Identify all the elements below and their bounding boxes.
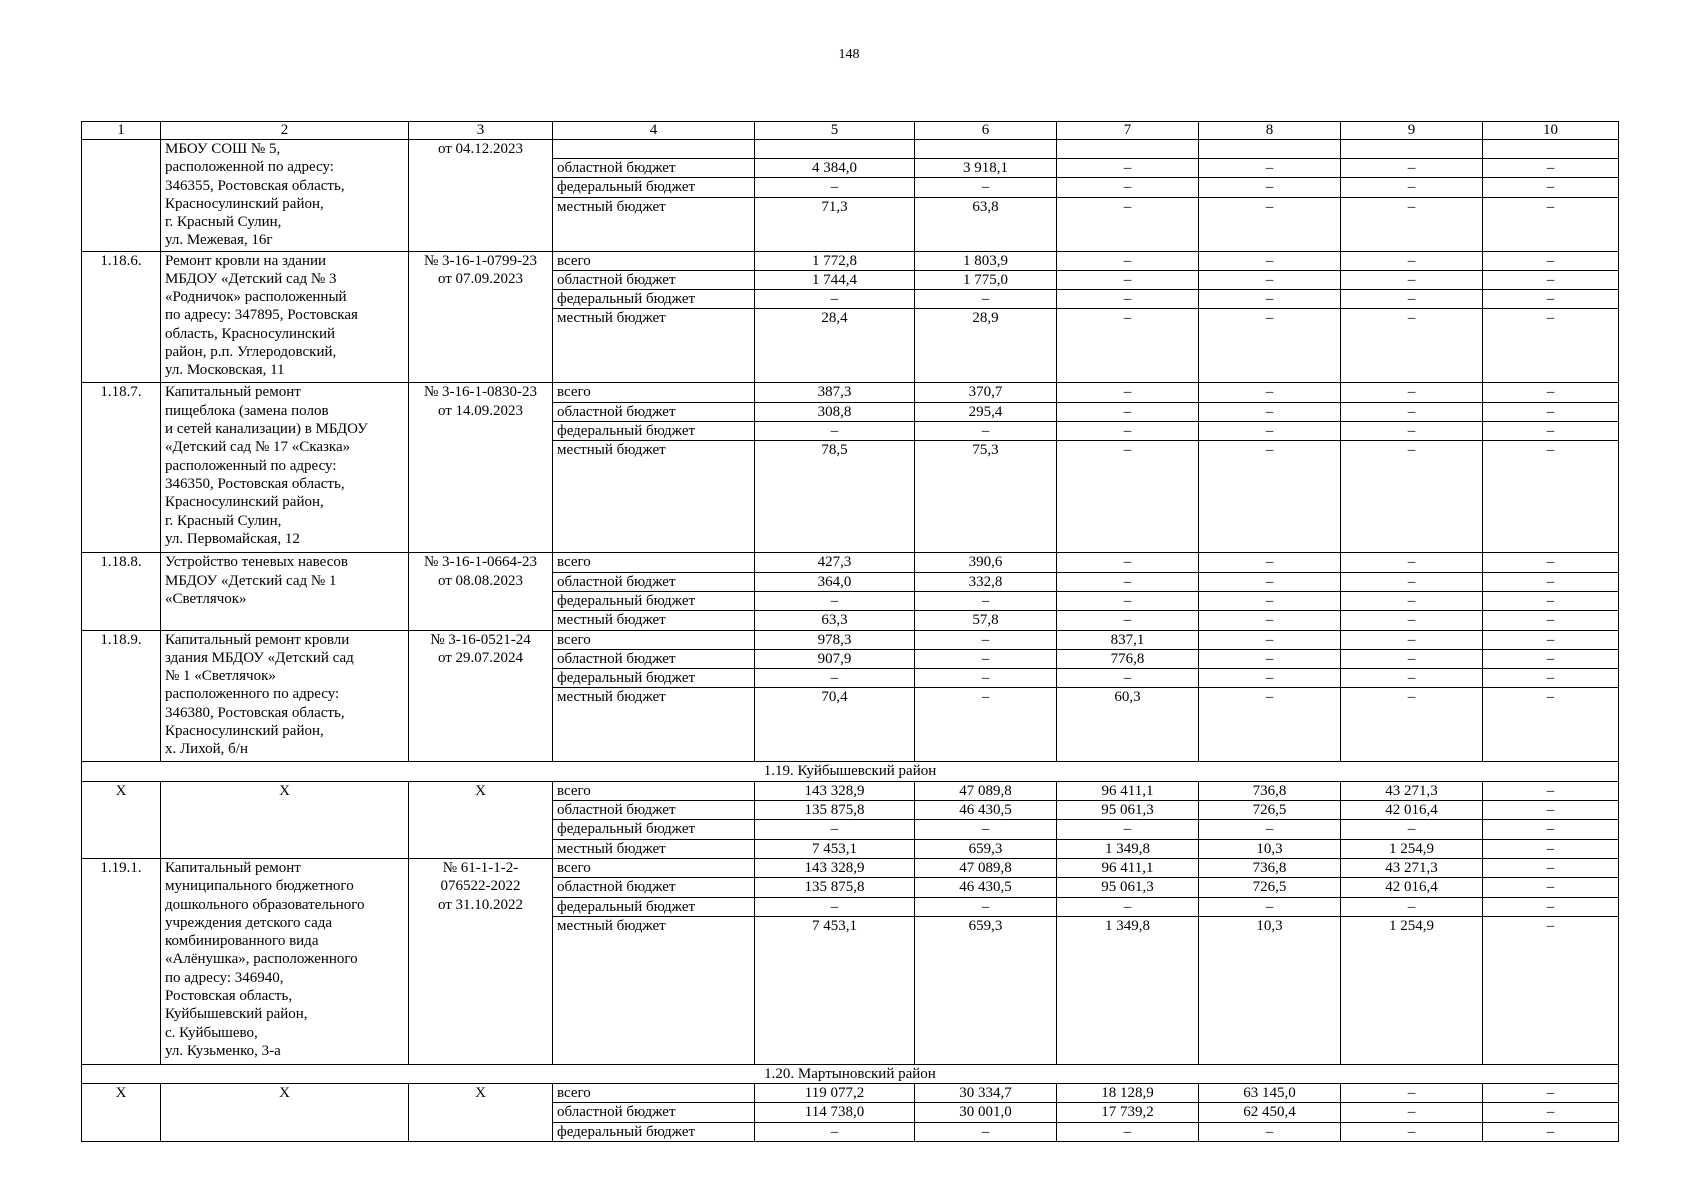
amount-cell: – (1199, 422, 1341, 441)
item-document: № 3-16-1-0830-23 от 14.09.2023 (409, 383, 553, 553)
amount-cell: – (1341, 422, 1483, 441)
funding-source: федеральный бюджет (553, 422, 755, 441)
funding-source: местный бюджет (553, 916, 755, 1064)
amount-cell: 17 739,2 (1057, 1103, 1199, 1122)
amount-cell: 96 411,1 (1057, 858, 1199, 877)
amount-cell: – (1057, 611, 1199, 630)
amount-cell: – (1341, 591, 1483, 610)
funding-source: местный бюджет (553, 688, 755, 762)
amount-cell: 1 254,9 (1341, 916, 1483, 1064)
item-number: Х (82, 1084, 161, 1142)
amount-cell: – (1483, 1103, 1619, 1122)
amount-cell: 736,8 (1199, 858, 1341, 877)
amount-cell: – (1341, 197, 1483, 251)
amount-cell: – (1057, 309, 1199, 383)
section-title: 1.19. Куйбышевский район (82, 762, 1619, 781)
amount-cell: – (1199, 820, 1341, 839)
amount-cell: – (1341, 553, 1483, 572)
amount-cell (1483, 140, 1619, 159)
funding-source: федеральный бюджет (553, 178, 755, 197)
amount-cell: – (1341, 688, 1483, 762)
item-number: 1.18.9. (82, 630, 161, 762)
amount-cell: – (1483, 878, 1619, 897)
amount-cell: 907,9 (755, 649, 915, 668)
amount-cell: – (1199, 178, 1341, 197)
item-description: Ремонт кровли на здании МБДОУ «Детский сад № 3 «Родничок» расположенный по адресу: 347895, Ростовская область, Красносулинский район, р.п. Углеродовский, ул. Московская, 11 (161, 251, 409, 383)
amount-cell: 71,3 (755, 197, 915, 251)
amount-cell: 332,8 (915, 572, 1057, 591)
amount-cell: 1 803,9 (915, 251, 1057, 270)
amount-cell: 30 334,7 (915, 1084, 1057, 1103)
amount-cell: – (1057, 178, 1199, 197)
amount-cell: 70,4 (755, 688, 915, 762)
amount-cell: – (915, 897, 1057, 916)
funding-source: местный бюджет (553, 839, 755, 858)
funding-source: всего (553, 251, 755, 270)
amount-cell: – (755, 820, 915, 839)
item-description: Капитальный ремонт пищеблока (замена полов и сетей канализации) в МБДОУ «Детский сад № 17 «Сказка» расположенный по адресу: 346350, Ростовская область, Красносулинский район, г. Красный Сулин, ул. Первомайская, 12 (161, 383, 409, 553)
amount-cell: – (915, 591, 1057, 610)
amount-cell: – (1341, 309, 1483, 383)
amount-cell: 659,3 (915, 839, 1057, 858)
item-number: 1.18.8. (82, 553, 161, 630)
amount-cell: – (1199, 649, 1341, 668)
amount-cell: 95 061,3 (1057, 801, 1199, 820)
amount-cell: 28,9 (915, 309, 1057, 383)
item-number (82, 140, 161, 252)
amount-cell: – (1341, 649, 1483, 668)
funding-source: местный бюджет (553, 441, 755, 553)
funding-source: федеральный бюджет (553, 669, 755, 688)
column-header: 7 (1057, 122, 1199, 140)
amount-cell: – (1341, 1084, 1483, 1103)
funding-source: областной бюджет (553, 402, 755, 421)
amount-cell: – (1199, 441, 1341, 553)
amount-cell: 28,4 (755, 309, 915, 383)
column-header: 4 (553, 122, 755, 140)
amount-cell: 7 453,1 (755, 839, 915, 858)
amount-cell: 659,3 (915, 916, 1057, 1064)
column-header: 8 (1199, 122, 1341, 140)
amount-cell: – (1341, 572, 1483, 591)
amount-cell: 143 328,9 (755, 858, 915, 877)
funding-source: местный бюджет (553, 611, 755, 630)
amount-cell: 95 061,3 (1057, 878, 1199, 897)
amount-cell: 1 254,9 (1341, 839, 1483, 858)
amount-cell: – (1057, 159, 1199, 178)
amount-cell: – (1341, 669, 1483, 688)
amount-cell: – (915, 669, 1057, 688)
amount-cell: – (1483, 591, 1619, 610)
amount-cell: 4 384,0 (755, 159, 915, 178)
amount-cell: – (1341, 1122, 1483, 1141)
item-description: Капитальный ремонт муниципального бюджетного дошкольного образовательного учреждения детского сада комбинированного вида «Алёнушка», расположенного по адресу: 346940, Ростовская область, Куйбышевский район, с. Куйбышево, ул. Кузьменко, 3-а (161, 858, 409, 1064)
amount-cell: 837,1 (1057, 630, 1199, 649)
funding-source: областной бюджет (553, 572, 755, 591)
item-document: № 61-1-1-2- 076522-2022 от 31.10.2022 (409, 858, 553, 1064)
amount-cell: 46 430,5 (915, 801, 1057, 820)
column-header: 6 (915, 122, 1057, 140)
amount-cell: – (1483, 820, 1619, 839)
item-number: 1.18.7. (82, 383, 161, 553)
amount-cell: 1 772,8 (755, 251, 915, 270)
amount-cell: – (915, 630, 1057, 649)
amount-cell: – (1483, 402, 1619, 421)
amount-cell: – (1199, 290, 1341, 309)
amount-cell: 1 349,8 (1057, 916, 1199, 1064)
amount-cell: – (1483, 1084, 1619, 1103)
amount-cell: – (1341, 178, 1483, 197)
funding-source: всего (553, 858, 755, 877)
amount-cell: – (1199, 159, 1341, 178)
amount-cell: – (1057, 251, 1199, 270)
amount-cell: – (1199, 669, 1341, 688)
amount-cell: 43 271,3 (1341, 781, 1483, 800)
budget-table (81, 121, 1619, 1142)
funding-source: федеральный бюджет (553, 290, 755, 309)
funding-source: местный бюджет (553, 309, 755, 383)
amount-cell: – (1483, 572, 1619, 591)
amount-cell: – (1057, 669, 1199, 688)
amount-cell: 63,3 (755, 611, 915, 630)
amount-cell: – (1483, 688, 1619, 762)
amount-cell: – (1341, 630, 1483, 649)
amount-cell: 135 875,8 (755, 801, 915, 820)
amount-cell: – (1199, 611, 1341, 630)
funding-source: всего (553, 383, 755, 402)
amount-cell: – (1057, 383, 1199, 402)
amount-cell: 42 016,4 (1341, 878, 1483, 897)
amount-cell: 726,5 (1199, 878, 1341, 897)
amount-cell: 18 128,9 (1057, 1084, 1199, 1103)
table-row (82, 1084, 1619, 1103)
amount-cell: – (1341, 611, 1483, 630)
amount-cell: – (755, 669, 915, 688)
funding-source: федеральный бюджет (553, 820, 755, 839)
amount-cell: 42 016,4 (1341, 801, 1483, 820)
table-row (82, 383, 1619, 402)
amount-cell: 295,4 (915, 402, 1057, 421)
section-title: 1.20. Мартыновский район (82, 1064, 1619, 1083)
table-row (82, 553, 1619, 572)
section-row (82, 762, 1619, 781)
item-description: Х (161, 781, 409, 858)
amount-cell: – (1057, 197, 1199, 251)
amount-cell: – (1057, 441, 1199, 553)
amount-cell: – (1199, 402, 1341, 421)
column-header: 9 (1341, 122, 1483, 140)
amount-cell: 43 271,3 (1341, 858, 1483, 877)
item-description: МБОУ СОШ № 5, расположенной по адресу: 346355, Ростовская область, Красносулинский район, г. Красный Сулин, ул. Межевая, 16г (161, 140, 409, 252)
funding-source: областной бюджет (553, 801, 755, 820)
amount-cell: – (1341, 897, 1483, 916)
item-description: Х (161, 1084, 409, 1142)
amount-cell: 143 328,9 (755, 781, 915, 800)
amount-cell: – (1057, 422, 1199, 441)
amount-cell: – (755, 290, 915, 309)
amount-cell (1199, 140, 1341, 159)
amount-cell: 63,8 (915, 197, 1057, 251)
column-header: 2 (161, 122, 409, 140)
amount-cell: – (1483, 611, 1619, 630)
item-number: Х (82, 781, 161, 858)
column-header: 1 (82, 122, 161, 140)
amount-cell: – (1057, 897, 1199, 916)
amount-cell: – (1199, 630, 1341, 649)
amount-cell: – (1199, 572, 1341, 591)
section-row (82, 1064, 1619, 1083)
amount-cell: – (1199, 197, 1341, 251)
item-document: Х (409, 1084, 553, 1142)
amount-cell: – (1483, 178, 1619, 197)
amount-cell: – (1199, 251, 1341, 270)
amount-cell (755, 140, 915, 159)
funding-source: всего (553, 781, 755, 800)
amount-cell: 114 738,0 (755, 1103, 915, 1122)
amount-cell (915, 140, 1057, 159)
amount-cell: – (1483, 649, 1619, 668)
amount-cell: – (1057, 572, 1199, 591)
amount-cell: – (1057, 290, 1199, 309)
amount-cell: – (1483, 630, 1619, 649)
amount-cell: 776,8 (1057, 649, 1199, 668)
table-row (82, 140, 1619, 159)
item-document: Х (409, 781, 553, 858)
amount-cell: – (755, 178, 915, 197)
funding-source: областной бюджет (553, 159, 755, 178)
amount-cell: 47 089,8 (915, 781, 1057, 800)
amount-cell: – (1483, 1122, 1619, 1141)
amount-cell: – (1057, 553, 1199, 572)
amount-cell: 427,3 (755, 553, 915, 572)
amount-cell: – (1483, 270, 1619, 289)
amount-cell: – (1483, 197, 1619, 251)
funding-source: областной бюджет (553, 878, 755, 897)
amount-cell: – (1483, 251, 1619, 270)
item-number: 1.18.6. (82, 251, 161, 383)
amount-cell: – (1341, 383, 1483, 402)
amount-cell: – (1341, 820, 1483, 839)
amount-cell: – (755, 1122, 915, 1141)
amount-cell: – (915, 422, 1057, 441)
funding-source: областной бюджет (553, 270, 755, 289)
amount-cell: 370,7 (915, 383, 1057, 402)
page-number: 148 (838, 47, 860, 62)
amount-cell: – (1483, 383, 1619, 402)
amount-cell: 364,0 (755, 572, 915, 591)
amount-cell: – (1199, 1122, 1341, 1141)
amount-cell: – (1199, 591, 1341, 610)
amount-cell (1057, 140, 1199, 159)
amount-cell: 7 453,1 (755, 916, 915, 1064)
amount-cell: 62 450,4 (1199, 1103, 1341, 1122)
amount-cell: – (1341, 159, 1483, 178)
funding-source: федеральный бюджет (553, 591, 755, 610)
amount-cell: 10,3 (1199, 916, 1341, 1064)
amount-cell: – (1199, 309, 1341, 383)
amount-cell: – (1057, 270, 1199, 289)
amount-cell: 726,5 (1199, 801, 1341, 820)
amount-cell: – (1341, 290, 1483, 309)
column-header: 3 (409, 122, 553, 140)
table-row (82, 251, 1619, 270)
table-header (82, 122, 1619, 140)
table-row (82, 858, 1619, 877)
item-number: 1.19.1. (82, 858, 161, 1064)
amount-cell: 3 918,1 (915, 159, 1057, 178)
amount-cell: 387,3 (755, 383, 915, 402)
amount-cell: – (755, 897, 915, 916)
amount-cell: – (1057, 591, 1199, 610)
funding-source: федеральный бюджет (553, 897, 755, 916)
amount-cell: 30 001,0 (915, 1103, 1057, 1122)
amount-cell: 978,3 (755, 630, 915, 649)
amount-cell: 75,3 (915, 441, 1057, 553)
amount-cell: – (1341, 1103, 1483, 1122)
amount-cell: 308,8 (755, 402, 915, 421)
amount-cell: – (1483, 897, 1619, 916)
amount-cell: 736,8 (1199, 781, 1341, 800)
amount-cell: 390,6 (915, 553, 1057, 572)
amount-cell: – (1341, 251, 1483, 270)
funding-source: всего (553, 630, 755, 649)
amount-cell: – (1483, 159, 1619, 178)
amount-cell: – (1199, 383, 1341, 402)
funding-source: местный бюджет (553, 197, 755, 251)
funding-source: областной бюджет (553, 649, 755, 668)
amount-cell: 46 430,5 (915, 878, 1057, 897)
amount-cell: – (1057, 1122, 1199, 1141)
amount-cell: – (1199, 270, 1341, 289)
amount-cell: 135 875,8 (755, 878, 915, 897)
amount-cell: – (1483, 422, 1619, 441)
budget-table-container (81, 121, 1618, 1142)
amount-cell: – (1483, 839, 1619, 858)
amount-cell: – (1341, 402, 1483, 421)
amount-cell: – (1057, 820, 1199, 839)
amount-cell (1341, 140, 1483, 159)
amount-cell: – (915, 178, 1057, 197)
amount-cell: – (915, 290, 1057, 309)
amount-cell: – (1483, 290, 1619, 309)
funding-source: областной бюджет (553, 1103, 755, 1122)
amount-cell: – (1199, 553, 1341, 572)
column-header: 5 (755, 122, 915, 140)
amount-cell: 47 089,8 (915, 858, 1057, 877)
amount-cell: – (1199, 897, 1341, 916)
amount-cell: – (915, 1122, 1057, 1141)
item-description: Устройство теневых навесов МБДОУ «Детский сад № 1 «Светлячок» (161, 553, 409, 630)
amount-cell: – (1483, 553, 1619, 572)
amount-cell: – (915, 820, 1057, 839)
amount-cell: 1 775,0 (915, 270, 1057, 289)
amount-cell: 78,5 (755, 441, 915, 553)
item-document: № 3-16-1-0799-23 от 07.09.2023 (409, 251, 553, 383)
amount-cell: 60,3 (1057, 688, 1199, 762)
amount-cell: – (755, 422, 915, 441)
amount-cell: – (1483, 441, 1619, 553)
amount-cell: 1 744,4 (755, 270, 915, 289)
item-description: Капитальный ремонт кровли здания МБДОУ «Детский сад № 1 «Светлячок» расположенного по адресу: 346380, Ростовская область, Красносулинский район, х. Лихой, б/н (161, 630, 409, 762)
table-body (82, 140, 1619, 1142)
amount-cell: 119 077,2 (755, 1084, 915, 1103)
funding-source: федеральный бюджет (553, 1122, 755, 1141)
funding-source: всего (553, 1084, 755, 1103)
amount-cell: – (915, 688, 1057, 762)
item-document: № 3-16-1-0664-23 от 08.08.2023 (409, 553, 553, 630)
amount-cell: – (1057, 402, 1199, 421)
table-row (82, 630, 1619, 649)
amount-cell: 96 411,1 (1057, 781, 1199, 800)
amount-cell: – (1483, 916, 1619, 1064)
amount-cell: – (1199, 688, 1341, 762)
amount-cell: – (1483, 781, 1619, 800)
funding-source: всего (553, 553, 755, 572)
amount-cell: – (1483, 309, 1619, 383)
funding-source (553, 140, 755, 159)
amount-cell: 10,3 (1199, 839, 1341, 858)
amount-cell: – (1341, 441, 1483, 553)
amount-cell: – (915, 649, 1057, 668)
item-document: № 3-16-0521-24 от 29.07.2024 (409, 630, 553, 762)
amount-cell: – (1483, 801, 1619, 820)
table-row (82, 781, 1619, 800)
amount-cell: 57,8 (915, 611, 1057, 630)
amount-cell: – (1483, 669, 1619, 688)
amount-cell: 1 349,8 (1057, 839, 1199, 858)
amount-cell: 63 145,0 (1199, 1084, 1341, 1103)
column-number-row (82, 122, 1619, 140)
amount-cell: – (755, 591, 915, 610)
item-document: от 04.12.2023 (409, 140, 553, 252)
column-header: 10 (1483, 122, 1619, 140)
amount-cell: – (1341, 270, 1483, 289)
amount-cell: – (1483, 858, 1619, 877)
